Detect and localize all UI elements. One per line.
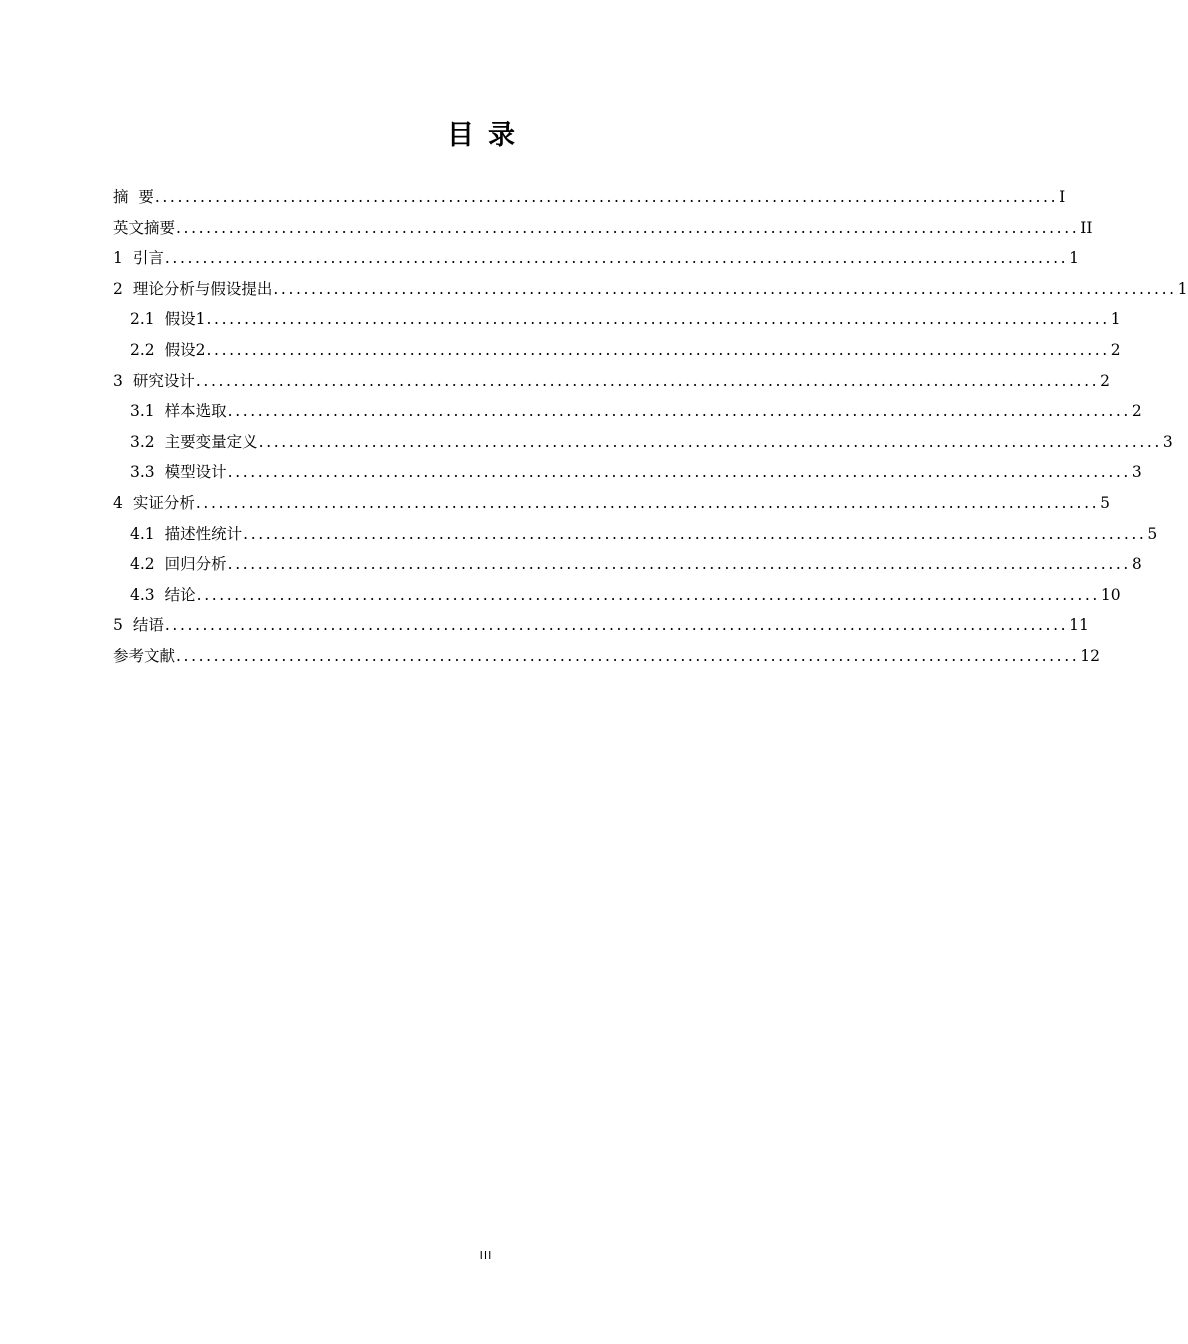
toc-dot-leader: ........................................................................................................................ — [154, 188, 1059, 206]
toc-dot-leader: ........................................................................................................................ — [195, 371, 1100, 390]
toc-dot-leader: ........................................................................................................................ — [176, 218, 1080, 237]
toc-entry-empirical-analysis[interactable] — [113, 488, 1111, 519]
toc-entry-abstract[interactable] — [113, 182, 1066, 213]
toc-page-number: 1 — [1069, 249, 1080, 268]
toc-entry-number: 3 — [113, 371, 123, 390]
page-number: III — [479, 1249, 493, 1262]
toc-entry-conclusion[interactable] — [113, 580, 1121, 611]
toc-entry-label — [130, 519, 242, 550]
toc-dot-leader: ........................................................................................................................ — [164, 249, 1069, 268]
toc-entry-label — [113, 366, 195, 397]
toc-entry-regression-analysis[interactable] — [113, 549, 1142, 580]
toc-entry-label — [130, 304, 206, 335]
toc-entry-variable-definition[interactable] — [113, 427, 1173, 458]
toc-entry-number: 5 — [113, 616, 123, 635]
toc-page-number: 3 — [1162, 432, 1173, 451]
toc-entry-title: 假设1 — [164, 310, 206, 329]
toc-entry-title: 摘 要 — [113, 188, 154, 206]
toc-page-number: 12 — [1080, 646, 1100, 665]
toc-dot-leader: ........................................................................................................................ — [227, 463, 1131, 482]
toc-entry-number: 4.3 — [130, 585, 155, 604]
toc-page-number: 2 — [1100, 371, 1111, 390]
toc-entry-title: 参考文献 — [113, 646, 176, 665]
toc-entry-title: 研究设计 — [132, 371, 195, 390]
toc-page-number: 1 — [1110, 310, 1121, 329]
toc-dot-leader: ........................................................................................................................ — [206, 310, 1110, 329]
toc-entry-label — [113, 488, 195, 519]
toc-entry-closing-remarks[interactable] — [113, 610, 1089, 641]
toc-entry-number: 4.1 — [130, 524, 155, 543]
toc-dot-leader: ........................................................................................................................ — [227, 402, 1131, 421]
toc-entry-label — [130, 427, 258, 458]
toc-entry-label — [113, 274, 272, 305]
toc-page-number: 11 — [1069, 616, 1089, 635]
toc-entry-label — [113, 213, 175, 244]
toc-dot-leader: ........................................................................................................................ — [206, 340, 1110, 359]
toc-entry-label — [130, 580, 196, 611]
toc-entry-label — [130, 335, 206, 366]
toc-entry-title: 结语 — [132, 616, 164, 635]
toc-entry-title: 回归分析 — [164, 555, 227, 574]
toc-entry-label — [130, 549, 227, 580]
toc-entry-research-design[interactable] — [113, 366, 1111, 397]
toc-entry-introduction[interactable] — [113, 243, 1080, 274]
toc-entry-number: 3.2 — [130, 432, 155, 451]
toc-entry-label — [130, 396, 227, 427]
toc-entry-references[interactable] — [113, 641, 1100, 672]
toc-entry-sample-selection[interactable] — [113, 396, 1142, 427]
toc-dot-leader: ........................................................................................................................ — [258, 432, 1162, 451]
toc-entry-title: 模型设计 — [164, 463, 227, 482]
toc-entry-number: 3.3 — [130, 463, 155, 482]
toc-entry-title: 描述性统计 — [164, 524, 243, 543]
toc-entry-title: 结论 — [164, 585, 196, 604]
toc-entry-number: 4 — [113, 493, 123, 512]
toc-entry-title: 引言 — [132, 249, 164, 268]
toc-entry-label — [113, 641, 175, 672]
toc-dot-leader: ........................................................................................................................ — [195, 493, 1100, 512]
toc-entry-label — [113, 243, 164, 274]
toc-entry-label — [113, 182, 154, 213]
toc-entry-number: 1 — [113, 249, 123, 268]
toc-dot-leader: ........................................................................................................................ — [243, 524, 1147, 543]
toc-entry-title: 主要变量定义 — [164, 432, 258, 451]
toc-entry-label — [113, 610, 164, 641]
toc-entry-number: 4.2 — [130, 555, 155, 574]
page-title: 目录 — [447, 120, 529, 151]
toc-page-number: 3 — [1131, 463, 1142, 482]
toc-page-number: II — [1080, 218, 1093, 237]
toc-entry-number: 2 — [113, 279, 123, 298]
toc-dot-leader: ........................................................................................................................ — [164, 616, 1069, 635]
toc-entry-english-abstract[interactable] — [113, 213, 1093, 244]
toc-entry-hypothesis-1[interactable] — [113, 304, 1121, 335]
toc-entry-theory[interactable] — [113, 274, 1188, 305]
toc-entry-title: 理论分析与假设提出 — [132, 279, 273, 298]
toc-entry-descriptive-statistics[interactable] — [113, 519, 1158, 550]
toc-entry-title: 假设2 — [164, 340, 206, 359]
toc-page-number: 5 — [1100, 493, 1111, 512]
toc-entry-model-design[interactable] — [113, 457, 1142, 488]
toc-page-number: 8 — [1131, 555, 1142, 574]
toc-page-number: 10 — [1100, 585, 1121, 604]
toc-page-number: 2 — [1110, 340, 1121, 359]
toc-page-number: 2 — [1131, 402, 1142, 421]
toc-dot-leader: ........................................................................................................................ — [176, 646, 1080, 665]
toc-entry-number: 2.1 — [130, 310, 155, 329]
toc-entry-number: 3.1 — [130, 402, 155, 421]
toc-entry-title: 实证分析 — [132, 493, 195, 512]
toc-page-number: I — [1059, 188, 1066, 206]
toc-dot-leader: ........................................................................................................................ — [227, 555, 1131, 574]
toc-dot-leader: ........................................................................................................................ — [196, 585, 1100, 604]
toc-page-number: 1 — [1177, 279, 1188, 298]
table-of-contents — [113, 182, 1188, 672]
toc-entry-title: 样本选取 — [164, 402, 227, 421]
toc-dot-leader: ........................................................................................................................ — [273, 279, 1177, 298]
toc-entry-title: 英文摘要 — [113, 218, 176, 237]
toc-entry-hypothesis-2[interactable] — [113, 335, 1121, 366]
toc-page-number: 5 — [1147, 524, 1158, 543]
toc-entry-label — [130, 457, 227, 488]
toc-entry-number: 2.2 — [130, 340, 155, 359]
